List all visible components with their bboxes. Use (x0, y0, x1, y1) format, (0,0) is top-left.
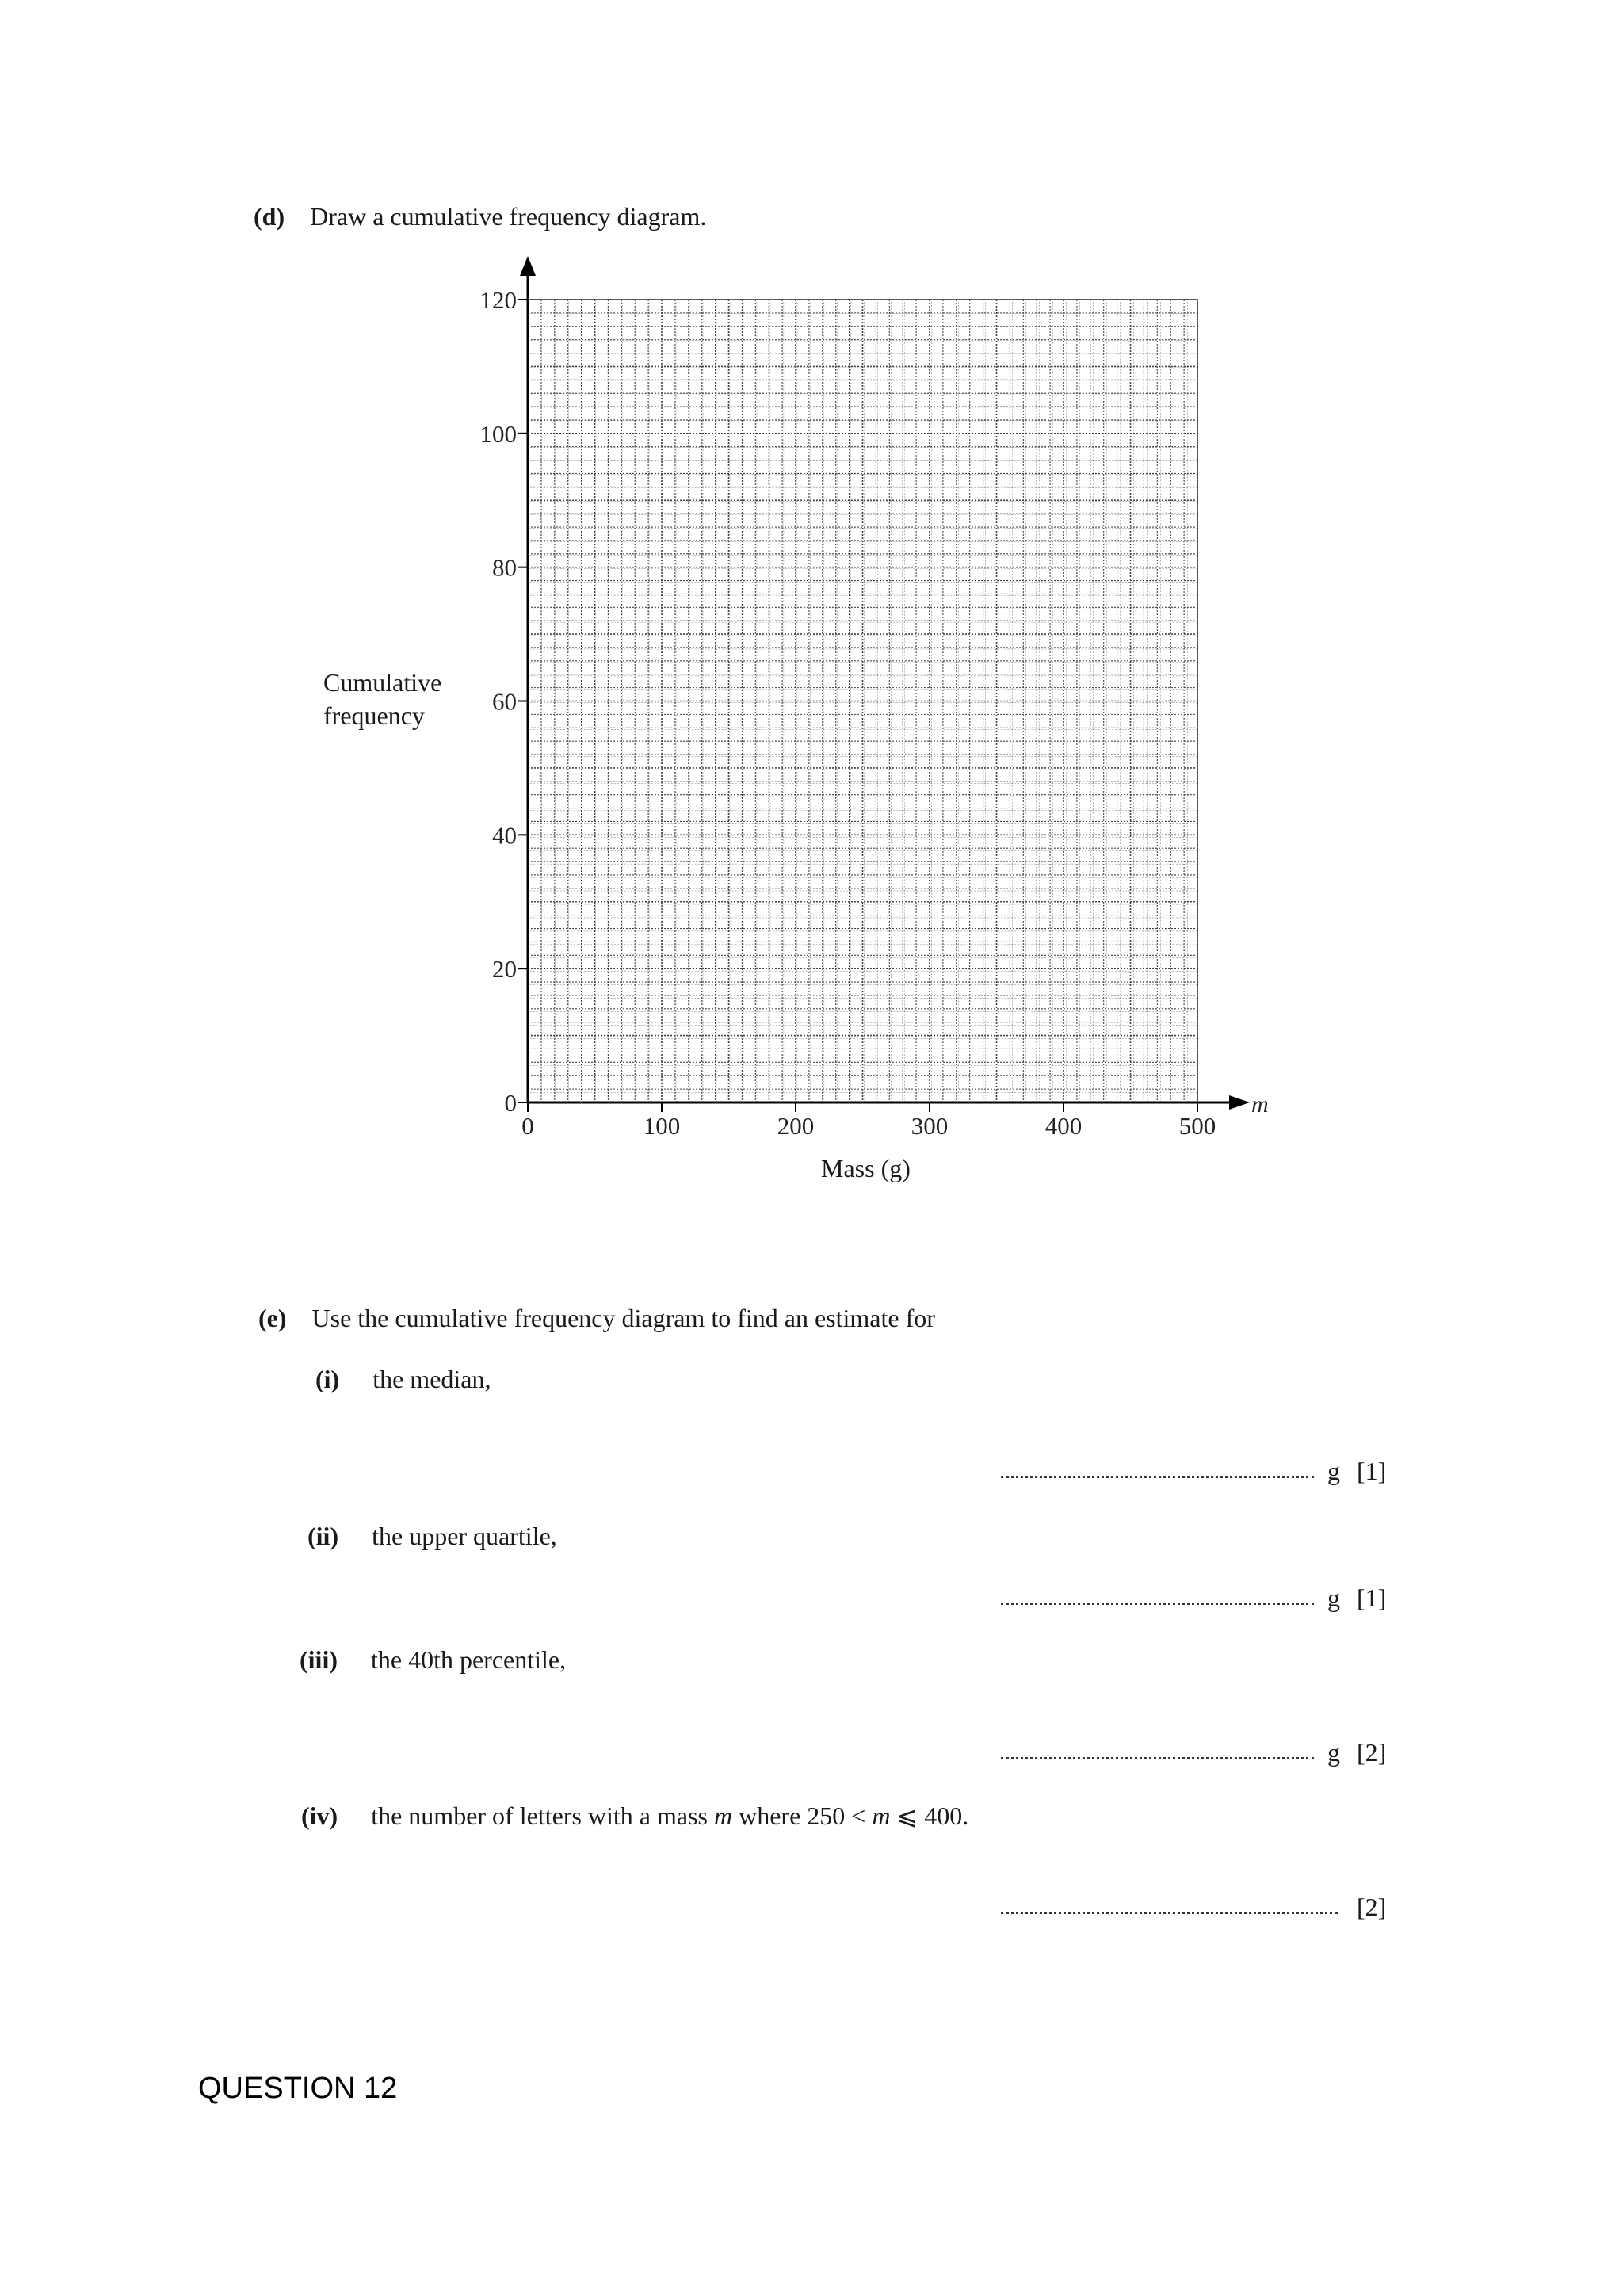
answer-unit-iii: g (1327, 1738, 1340, 1767)
answer-line-iii[interactable] (1001, 1757, 1314, 1759)
y-tick-label: 40 (492, 821, 517, 850)
x-tick-label: 0 (521, 1112, 534, 1140)
item-number: (ii) (307, 1522, 339, 1550)
marks-i: [1] (1357, 1457, 1387, 1485)
marks-iv: [2] (1357, 1893, 1387, 1921)
part-d-text: Draw a cumulative frequency diagram. (310, 202, 707, 231)
item-variable-m-2: m (872, 1801, 891, 1830)
x-tick-label: 300 (911, 1112, 949, 1140)
y-tick-label: 100 (479, 419, 517, 448)
question-item-iv (301, 1801, 968, 1831)
x-tick-label: 100 (643, 1112, 681, 1140)
marks-ii: [1] (1357, 1584, 1387, 1612)
question-item-ii (307, 1522, 557, 1551)
question-number-footer: QUESTION 12 (198, 2072, 398, 2105)
x-axis-label: Mass (g) (821, 1154, 911, 1182)
marks-iii: [2] (1357, 1738, 1387, 1767)
x-tick-label: 200 (777, 1112, 815, 1140)
item-text-pre: the number of letters with a mass (371, 1801, 714, 1830)
question-item-i (315, 1365, 491, 1394)
cumulative-frequency-grid-chart (0, 238, 1623, 1474)
answer-unit-i: g (1327, 1457, 1340, 1485)
answer-line-i[interactable] (1001, 1476, 1314, 1478)
item-variable-m: m (713, 1801, 733, 1830)
answer-line-iv[interactable] (1001, 1912, 1338, 1914)
part-e-heading (258, 1304, 935, 1333)
y-tick-label: 80 (492, 553, 517, 582)
y-axis-label-line2: frequency (323, 701, 425, 730)
part-e-text: Use the cumulative frequency diagram to find an estimate for (311, 1304, 935, 1332)
item-text: the median, (372, 1365, 491, 1393)
x-tick-label: 500 (1178, 1112, 1216, 1140)
answer-line-ii[interactable] (1001, 1603, 1314, 1605)
part-d-heading (254, 202, 706, 231)
item-text-post: ⩽ 400. (890, 1801, 969, 1830)
y-tick-label: 60 (492, 687, 517, 716)
x-axis-arrow (1229, 1095, 1250, 1110)
x-tick-label: 400 (1044, 1112, 1083, 1140)
part-d-label: (d) (254, 202, 285, 231)
x-axis-symbol: m (1251, 1091, 1269, 1117)
item-number: (iii) (300, 1645, 338, 1674)
y-axis-arrow (520, 256, 536, 276)
answer-unit-ii: g (1327, 1584, 1340, 1612)
y-tick-label: 20 (492, 955, 517, 984)
item-text: the 40th percentile, (370, 1645, 567, 1674)
part-e-label: (e) (258, 1304, 287, 1332)
question-item-iii (300, 1645, 566, 1675)
item-number: (i) (315, 1365, 340, 1393)
item-text-mid: where 250 < (732, 1801, 873, 1830)
y-axis-label-line1: Cumulative (323, 668, 442, 697)
y-tick-label: 0 (504, 1089, 517, 1117)
item-text: the upper quartile, (372, 1522, 557, 1550)
item-number: (iv) (301, 1801, 338, 1830)
y-tick-label: 120 (479, 286, 517, 314)
